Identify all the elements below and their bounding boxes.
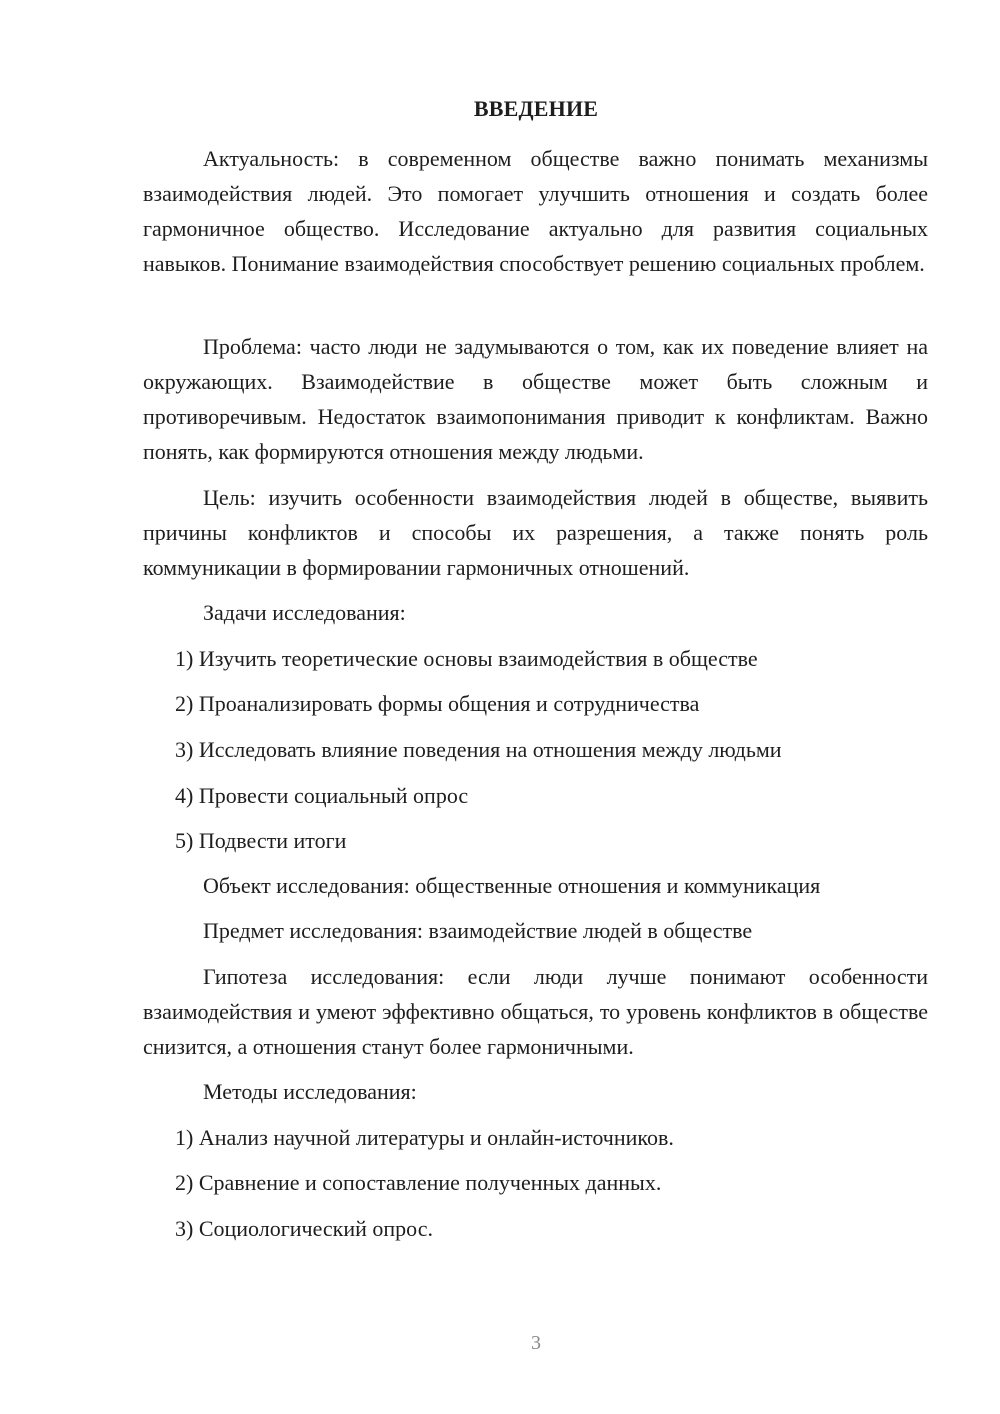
paragraph-relevance: Актуальность: в современном обществе важно понимать механизмы взаимодействия людей. Это помогает улучшить отношения и создать более гармоничное общество. Исследование актуально для развития социальных навыков. Понимание взаимодействия способствует решению социальных проблем. [143,146,928,276]
tasks-heading: Задачи исследования: [203,600,406,625]
list-item-task-4: 4) Провести социальный опрос [175,783,469,808]
list-item-method-3: 3) Социологический опрос. [175,1216,433,1241]
page-title: ВВЕДЕНИЕ [473,96,599,121]
research-subject: Предмет исследования: взаимодействие людей в обществе [203,918,753,943]
list-item-task-2: 2) Проанализировать формы общения и сотрудничества [175,691,700,716]
methods-heading: Методы исследования: [203,1079,417,1104]
paragraph-goal: Цель: изучить особенности взаимодействия людей в обществе, выявить причины конфликтов и способы их разрешения, а также понять роль коммуникации в формировании гармоничных отношений. [143,485,928,580]
page-number: 3 [531,1332,541,1354]
list-item-task-1: 1) Изучить теоретические основы взаимодействия в обществе [175,646,758,671]
research-object: Объект исследования: общественные отношения и коммуникация [203,873,821,898]
list-item-method-2: 2) Сравнение и сопоставление полученных данных. [175,1170,662,1195]
paragraph-problem: Проблема: часто люди не задумываются о том, как их поведение влияет на окружающих. Взаимодействие в обществе может быть сложным и противоречивым. Недостаток взаимопонимания приводит к конфликтам. Важно понять, как формируются отношения между людьми. [143,334,928,464]
list-item-task-3: 3) Исследовать влияние поведения на отношения между людьми [175,737,782,762]
paragraph-hypothesis: Гипотеза исследования: если люди лучше понимают особенности взаимодействия и умеют эффективно общаться, то уровень конфликтов в обществе снизится, а отношения станут более гармоничными. [143,964,928,1059]
list-item-task-5: 5) Подвести итоги [175,828,347,853]
list-item-method-1: 1) Анализ научной литературы и онлайн-источников. [175,1125,674,1150]
